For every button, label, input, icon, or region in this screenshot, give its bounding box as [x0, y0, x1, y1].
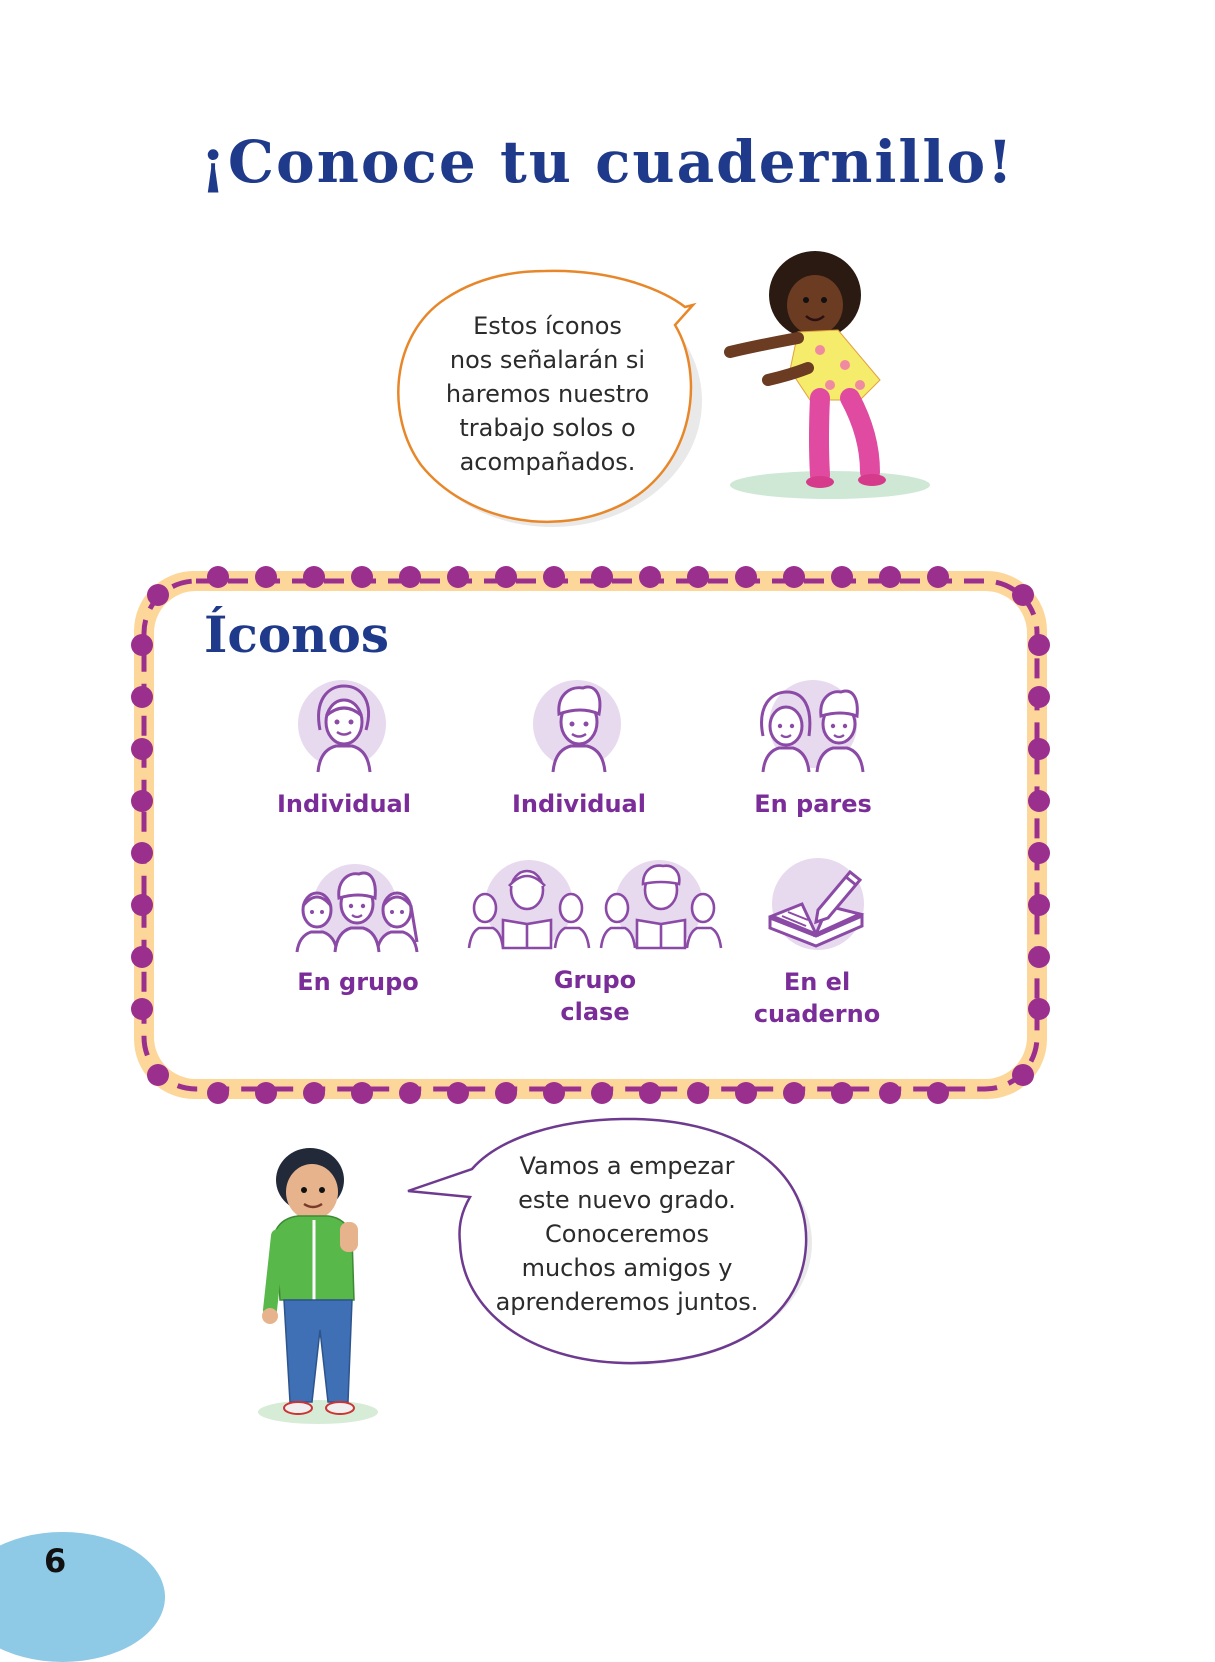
icon-label: En grupo	[297, 968, 419, 996]
icon-label: Individual	[277, 790, 411, 818]
frame-dot	[399, 1082, 421, 1104]
frame-dot	[207, 1082, 229, 1104]
frame-dot	[303, 1082, 325, 1104]
frame-dot	[255, 566, 277, 588]
frame-dot	[543, 1082, 565, 1104]
frame-dot	[783, 566, 805, 588]
speech-bubble-bottom-text: Vamos a empezar este nuevo grado. Conoceremos muchos amigos y aprenderemos juntos.	[495, 1152, 759, 1316]
frame-dot	[591, 1082, 613, 1104]
frame-dot	[1028, 842, 1050, 864]
frame-dot	[1028, 634, 1050, 656]
page-title: ¡Conoce tu cuadernillo!	[200, 128, 1015, 196]
frame-dot	[543, 566, 565, 588]
frame-dot	[1028, 998, 1050, 1020]
girl-icon	[296, 680, 392, 776]
icon-individual-girl	[234, 680, 454, 820]
pair-icon	[753, 680, 873, 776]
frame-dot	[447, 566, 469, 588]
frame-dot	[735, 566, 757, 588]
speech-bubble-bottom	[400, 1115, 820, 1380]
icon-pair	[703, 680, 923, 820]
girl-character-illustration	[720, 250, 950, 510]
frame-dot	[495, 1082, 517, 1104]
icons-heading: Íconos	[204, 605, 390, 664]
frame-dot	[131, 686, 153, 708]
boy-character-illustration	[248, 1140, 388, 1430]
icon-group	[248, 862, 468, 998]
page-number-tab	[0, 1532, 165, 1662]
icon-notebook	[707, 858, 927, 1030]
frame-dot	[303, 566, 325, 588]
frame-dot	[351, 566, 373, 588]
frame-dot	[879, 1082, 901, 1104]
frame-dot	[1012, 1064, 1034, 1086]
frame-dot	[879, 566, 901, 588]
frame-dot	[639, 566, 661, 588]
frame-dot	[131, 894, 153, 916]
frame-dot	[831, 1082, 853, 1104]
frame-dot	[131, 738, 153, 760]
frame-dot	[131, 790, 153, 812]
speech-bubble-top	[385, 265, 705, 530]
frame-dot	[1028, 790, 1050, 812]
frame-dot	[447, 1082, 469, 1104]
icon-label: En el cuaderno	[753, 968, 881, 1028]
frame-dot	[1028, 738, 1050, 760]
frame-dot	[687, 566, 709, 588]
frame-dot	[1012, 584, 1034, 606]
frame-dot	[927, 566, 949, 588]
frame-dot	[831, 566, 853, 588]
frame-dot	[639, 1082, 661, 1104]
frame-dot	[687, 1082, 709, 1104]
frame-dot	[207, 566, 229, 588]
class-group-icon	[467, 858, 723, 952]
icon-class-group	[463, 858, 727, 1028]
frame-dot	[1028, 894, 1050, 916]
page-number: 6	[44, 1542, 67, 1580]
notebook-pencil-icon	[762, 858, 872, 954]
frame-dot	[1028, 686, 1050, 708]
frame-dot	[131, 998, 153, 1020]
frame-dot	[147, 584, 169, 606]
frame-dot	[495, 566, 517, 588]
icon-label: Grupo clase	[553, 966, 637, 1026]
frame-dot	[735, 1082, 757, 1104]
frame-dot	[399, 566, 421, 588]
frame-dot	[147, 1064, 169, 1086]
frame-dot	[591, 566, 613, 588]
frame-dot	[131, 946, 153, 968]
icon-label: Individual	[512, 790, 646, 818]
frame-dot	[927, 1082, 949, 1104]
speech-bubble-top-text: Estos íconos nos señalarán si haremos nuestro trabajo solos o acompañados.	[445, 312, 650, 476]
frame-dot	[783, 1082, 805, 1104]
frame-dot	[131, 634, 153, 656]
group-icon	[293, 862, 423, 954]
frame-dot	[351, 1082, 373, 1104]
boy-icon	[531, 680, 627, 776]
frame-dot	[255, 1082, 277, 1104]
icon-individual-boy	[469, 680, 689, 820]
frame-dot	[131, 842, 153, 864]
frame-dot	[1028, 946, 1050, 968]
icon-label: En pares	[754, 790, 872, 818]
